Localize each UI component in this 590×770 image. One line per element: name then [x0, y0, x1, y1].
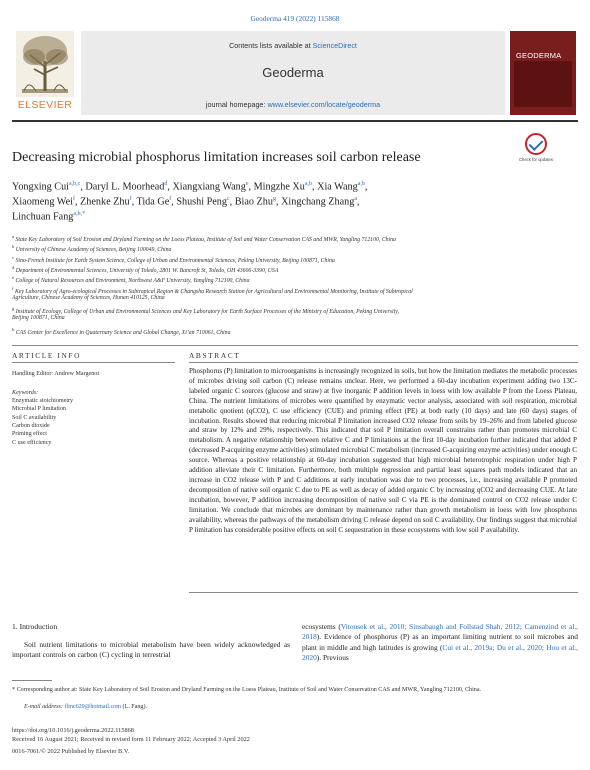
- cover-graphic: [514, 61, 572, 107]
- affiliation-letter: b: [12, 244, 15, 250]
- affiliation-item: [12, 295, 165, 303]
- email-link[interactable]: flinc629@hotmail.com: [64, 704, 121, 710]
- affiliation-text: State Key Laboratory of Soil Erosion and Dryland Farming on the Loess Plateau, Institute of Soil and Water Conservation CAS and MWR, Yangling 712100, China: [15, 236, 396, 243]
- keyword-item: Soil C availability: [12, 414, 57, 421]
- author-name[interactable]: Xia Wang: [317, 181, 358, 193]
- homepage-link[interactable]: www.elsevier.com/locate/geoderma: [267, 100, 381, 109]
- crossmark-icon: [525, 133, 547, 155]
- elsevier-logo: [12, 31, 78, 115]
- affiliation-item: [12, 326, 230, 338]
- introduction-heading: 1. Introduction: [12, 622, 58, 631]
- handling-editor: Handling Editor: Andrew Margenot: [12, 371, 100, 377]
- journal-cover-image[interactable]: [510, 31, 576, 115]
- authors-line-2: Xiaomeng Wei$^f$, Zhenke Zhu$^f$, Tida Ge$^f$, Shushi Peng$^c$, Biao Zhu$^g$, Xingchang Zhang$^a$,: [12, 196, 360, 208]
- affiliation-marker[interactable]: f: [72, 196, 75, 202]
- affiliation-letter: d: [12, 264, 15, 270]
- affiliation-marker[interactable]: g: [272, 196, 276, 202]
- keyword-item: Priming effect: [12, 431, 47, 438]
- article-title: Decreasing microbial phosphorus limitation increases soil carbon release: [12, 150, 421, 165]
- affiliation-letter: e: [12, 275, 14, 281]
- keywords-label: Keywords:: [12, 390, 39, 396]
- author-name[interactable]: Xingchang Zhang: [281, 196, 355, 208]
- author-name[interactable]: Shushi Peng: [176, 196, 227, 208]
- citation-link[interactable]: Cui et al., 2019a; Du et al., 2020; Hou et al., 2020: [302, 642, 579, 662]
- author-name[interactable]: Linchuan Fang: [12, 211, 74, 223]
- affiliation-item: [12, 305, 399, 317]
- author-name[interactable]: Xiangxiang Wang: [172, 181, 246, 193]
- affiliation-text: Key Laboratory of Agro-ecological Processes in Subtropical Region & Changsha Research Station for Agricultural and Environmental Monitoring, Institute of Subtropical: [14, 288, 413, 295]
- author-name[interactable]: Zhenke Zhu: [80, 196, 130, 208]
- affiliation-text: College of Natural Resources and Environment, Northwest A&F University, Yangling 712100, China: [15, 278, 250, 285]
- affiliation-text: Department of Environmental Sciences, University of Toledo, 2801 W. Bancroft St, Toledo, OH 43606-3390, USA: [15, 267, 279, 274]
- journal-reference[interactable]: Geoderma 419 (2022) 115868: [250, 14, 340, 23]
- footnote-rule: [12, 680, 52, 681]
- doi-link[interactable]: https://doi.org/10.1016/j.geoderma.2022.115868: [12, 727, 134, 734]
- email-line: E-mail address: flinc629@hotmail.com (L. Fang).: [24, 704, 148, 710]
- sciencedirect-link[interactable]: ScienceDirect: [312, 41, 357, 50]
- affiliation-marker[interactable]: a,b,c: [69, 181, 81, 187]
- affiliation-marker[interactable]: a: [354, 196, 358, 202]
- copyright: 0016-7061/© 2022 Published by Elsevier B.V.: [12, 748, 130, 755]
- affiliation-letter: g: [12, 306, 15, 312]
- author-name[interactable]: Mingzhe Xu: [253, 181, 305, 193]
- author-name[interactable]: Yongxing Cui: [12, 181, 69, 193]
- affiliation-text: Agriculture, Chinese Academy of Sciences, Hunan 410125, China: [12, 294, 165, 301]
- author-name[interactable]: Daryl L. Moorhead: [85, 181, 165, 193]
- divider: [189, 592, 578, 593]
- publisher-name: ELSEVIER: [17, 99, 73, 111]
- affiliation-marker[interactable]: e: [245, 181, 249, 187]
- introduction-column-1: Soil nutrient limitations to microbial metabolism have been widely acknowledged as important controls on carbon (C) cycling in terrestrial: [12, 640, 290, 660]
- keyword-item: Carbon dioxide: [12, 422, 50, 429]
- affiliation-marker[interactable]: f: [169, 196, 172, 202]
- affiliation-letter: a: [12, 234, 14, 239]
- introduction-column-2: ecosystems (Vitousek et al., 2010; Sinsabaugh and Follstad Shah, 2012; Camenzind et al., 2018). Evidence of phosphorus (P) as an important limiting nutrient to soil microbes and plant in middle and high latitudes is growing (Cui et al., 2019a; Du et al., 2020; Hou et al., 2020). Previous: [302, 622, 579, 662]
- affiliation-marker[interactable]: a,h,*: [73, 211, 86, 217]
- received-dates: Received 16 August 2021; Received in revised form 11 February 2022; Accepted 3 April 2022: [12, 736, 250, 743]
- author-name[interactable]: Biao Zhu: [234, 196, 273, 208]
- citation-link[interactable]: Vitousek et al., 2010; Sinsabaugh and Follstad Shah, 2012; Camenzind et al., 2018: [302, 622, 578, 642]
- affiliation-letter: h: [12, 326, 15, 332]
- journal-title: Geoderma: [262, 65, 324, 80]
- affiliation-text: University of Chinese Academy of Sciences, Beijing 100049, China: [15, 247, 172, 254]
- affiliation-item: [12, 315, 65, 323]
- affiliation-marker[interactable]: d: [164, 181, 168, 187]
- affiliation-text: Beijing 100871, China: [12, 315, 65, 322]
- author-name[interactable]: Tida Ge: [136, 196, 170, 208]
- affiliation-marker[interactable]: c: [227, 196, 230, 202]
- check-for-updates-button[interactable]: [517, 133, 555, 173]
- affiliation-marker[interactable]: a,b: [304, 181, 313, 187]
- cover-title: GEODERMA: [516, 51, 562, 60]
- contents-line: Contents lists available at ScienceDirect: [229, 41, 357, 50]
- article-info-heading: ARTICLE INFO: [12, 351, 82, 360]
- authors-line-1: Yongxing Cui$^{a,b,c}$, Daryl L. Moorhead$^d$, Xiangxiang Wang$^e$, Mingzhe Xu$^{a,b}$, Xia Wang$^{a,b}$,: [12, 181, 368, 193]
- crossmark-label: Check for updates: [519, 157, 553, 162]
- keyword-item: Enzymatic stoichiometry: [12, 398, 74, 404]
- divider: [12, 362, 175, 363]
- abstract-text: Phosphorus (P) limitation to microorganisms is increasingly recognized in soils, but how the limitation mediates the metabolic processes of microbes driving soil carbon (C) release remains unclear. Here, we performed a 60-day incubation experiment adding two 13C-labeled organic C sources (glucose and straw) at five inorganic P addition levels in loess with low available P from the Loess Plateau, China. The nutrient limitations of microbes were quantified by enzymatic vector analysis, associated with soil respiration, microbial metabolic quotient (qCO2), C use efficiency (CUE) and priming effect (PE) at both early (10 days) and late (60 days) stages of incubation. Results showed that reducing microbial P limitation increased CO2 release from soils by 19–26% and from labeled glucose and straw by 12% and 29%, respectively. This indicated that soil P limitation overall constrains rather than promotes microbial C metabolism. A negative relationship between relative C and P limitations at the first 10-day incubation further indicated that added P (decreased P-acquiring enzyme activities) stimulated microbial C metabolism (increased C-acquiring enzyme activities) under enough C source. Whereas a positive relationship at 60-day incubation suggested that high microbial heterotrophic respiration under high P addition alleviate their C limitation. Furthermore, both multiple regression and partial least squares path models indicated that an increase in CO2 release with P and C additions at early incubation was due to two processes, i.e., increasing available P promoted decomposition of native soil organic C due to PE as well as decay of added organic C by increasing qCO2 and decreasing CUE. At late incubation, however, P addition increasing decomposition of native soil C via PE is the dominated control on CO2 release under C limitation. We conclude that microbes are dominant by maintenance rather than growth metabolism in loess with low phosphorus availability, whereas the pathways of the metabolism driving C release depend on soil C availability. Our findings suggest that microbial P limitation has considerable positive effects on soil C sequestration in these ecosystems with low soil P availability.: [189, 367, 577, 534]
- affiliation-text: CAS Center for Excellence in Quaternary Science and Global Change, Xi’an 710061, China: [15, 329, 231, 336]
- keyword-item: C use efficiency: [12, 439, 52, 446]
- header-rule: [12, 120, 578, 122]
- divider: [189, 362, 578, 363]
- abstract-heading: ABSTRACT: [189, 351, 241, 360]
- affiliation-letter: f: [12, 285, 14, 291]
- affiliation-marker[interactable]: a,b: [357, 181, 365, 187]
- corresponding-author-note: * Corresponding author at: State Key Laboratory of Soil Erosion and Dryland Farming on the Loess Plateau, Institute of Soil and Water Conservation CAS and MWR, Yangling 712100, China.: [12, 687, 482, 693]
- affiliation-marker[interactable]: f: [129, 196, 132, 202]
- affiliation-letter: c: [12, 254, 14, 260]
- keyword-item: Microbial P limitation: [12, 406, 66, 413]
- divider: [12, 345, 578, 346]
- elsevier-tree-icon: [16, 31, 74, 97]
- homepage-line: journal homepage: www.elsevier.com/locate/geoderma: [205, 100, 381, 109]
- affiliation-text: Institute of Ecology, College of Urban and Environmental Sciences and Key Laboratory for Earth Surface Processes of the Ministry of Education, Peking University,: [15, 309, 399, 316]
- affiliation-text: Sino-French Institute for Earth System Science, College of Urban and Environmental Sciences, Peking University, Beijing 100871, China: [15, 257, 335, 264]
- authors-line-3: [12, 211, 85, 222]
- author-name[interactable]: Xiaomeng Wei: [12, 196, 73, 208]
